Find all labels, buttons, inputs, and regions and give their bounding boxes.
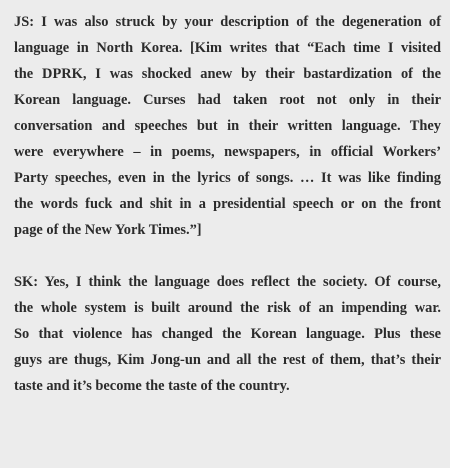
text-line: page of the New York Times.”] xyxy=(14,222,202,238)
text-line: the DPRK, I was shocked anew by their bastardization of the xyxy=(14,66,441,82)
text-line: taste and it’s become the taste of the country. xyxy=(14,378,290,394)
text-line: conversation and speeches but in their written language. They xyxy=(14,118,441,134)
text-line: JS: I was also struck by your description of the degeneration of xyxy=(14,14,441,30)
paragraph-sk-answer xyxy=(14,269,441,399)
paragraph-js-question xyxy=(14,9,441,243)
paragraph-spacer xyxy=(14,243,441,269)
text-line: Party speeches, even in the lyrics of songs. … It was like finding xyxy=(14,170,441,186)
text-line: were everywhere – in poems, newspapers, in official Workers’ xyxy=(14,144,441,160)
text-line: language in North Korea. [Kim writes that “Each time I visited xyxy=(14,40,441,56)
text-line: So that violence has changed the Korean language. Plus these xyxy=(14,326,441,342)
text-line: SK: Yes, I think the language does reflect the society. Of course, xyxy=(14,274,441,290)
text-line: the words fuck and shit in a presidential speech or on the front xyxy=(14,196,441,212)
text-line: guys are thugs, Kim Jong-un and all the rest of them, that’s their xyxy=(14,352,441,368)
text-line: Korean language. Curses had taken root not only in their xyxy=(14,92,441,108)
text-line: the whole system is built around the risk of an impending war. xyxy=(14,300,441,316)
